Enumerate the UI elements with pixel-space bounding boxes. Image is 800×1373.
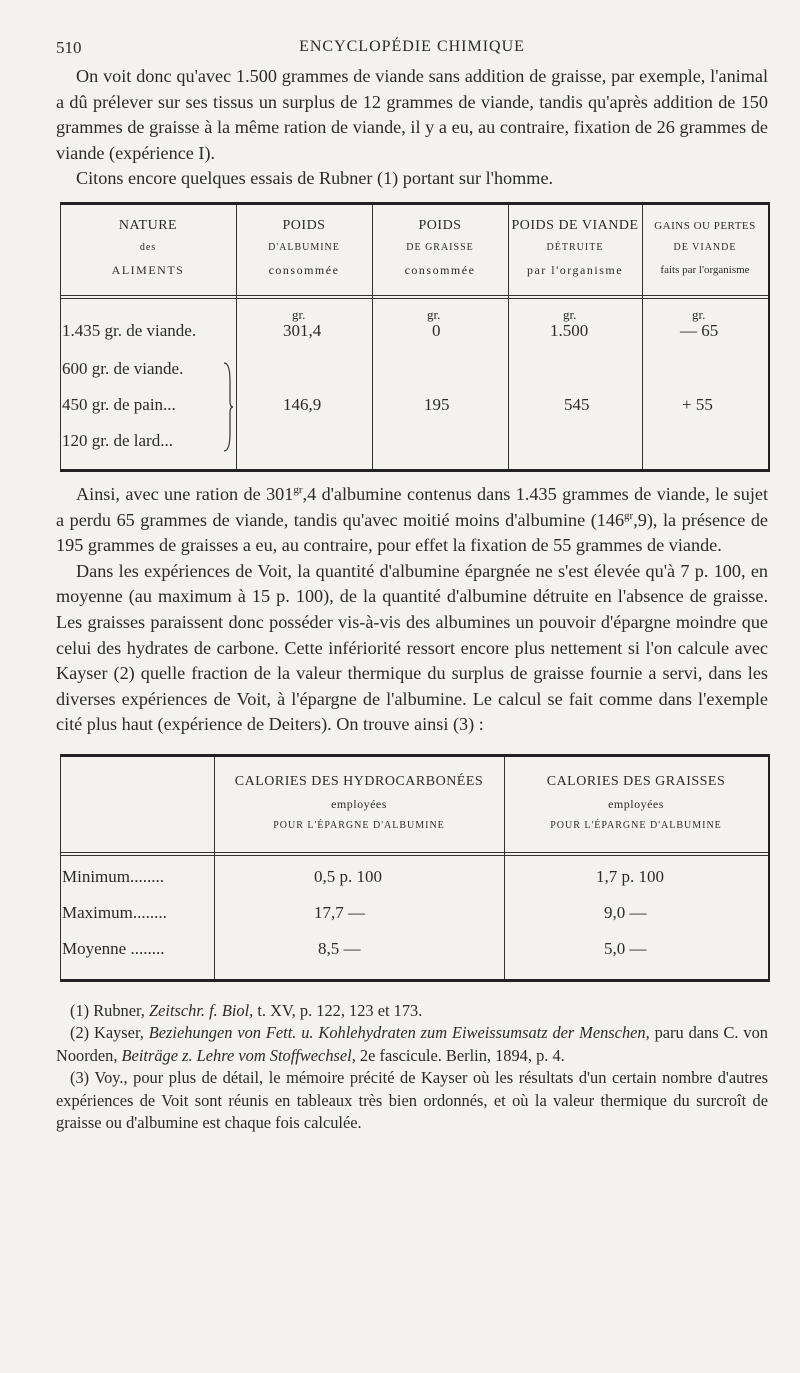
minimum-hydro: 0,5 p. 100 [314, 866, 382, 886]
footnote-2: (2) Kayser, Beziehungen von Fett. u. Kohlehydraten zum Eiweissumsatz der Menschen, paru dans C. von Noorden, Beiträge z. Lehre vom Stoffwechsel, 2e fascicule. Berlin, 1894, p. 4. [56, 1023, 768, 1065]
row2-aliment-1: 600 gr. de viande. [62, 358, 184, 378]
header-albumine: POIDS D'ALBUMINE consommée [268, 217, 340, 277]
footnotes [56, 1000, 768, 1134]
row1-aliment: 1.435 gr. de viande. [62, 320, 197, 340]
header-graisses: CALORIES DES GRAISSES employées POUR L'ÉPARGNE D'ALBUMINE [546, 773, 726, 831]
footnote-3: (3) Voy., pour plus de détail, le mémoire précité de Kayser où les résultats d'un certain nombre d'autres expériences de Voit sont réunis en tableaux très bien ordonnés, et où la valeur thermique du surcroît de graisse ou d'albumine est chaque fois calculée. [56, 1068, 768, 1132]
maximum-graisses: 9,0 — [604, 902, 647, 922]
header-graisse: POIDS DE GRAISSE consommée [404, 217, 476, 277]
unit-label: gr. [692, 306, 706, 322]
header-hydrocarbonees: CALORIES DES HYDROCARBONÉES employées POUR L'ÉPARGNE D'ALBUMINE [234, 773, 484, 831]
minimum-graisses: 1,7 p. 100 [596, 866, 664, 886]
rubner-table [60, 202, 770, 472]
row-label-maximum: Maximum........ [62, 902, 167, 922]
unit-label: gr. [563, 306, 577, 322]
moyenne-hydro: 8,5 — [318, 938, 361, 958]
paragraph-3: Ainsi, avec une ration de $301^{gr},4$ d'albumine contenus dans 1.435 grammes de viande, le sujet a perdu 65 grammes de viande, tandis qu'avec moitié moins d'albumine $(146^{gr},9)$, la présence de 195 grammes de graisses a eu, au contraire, pour effet la fixation de 55 grammes de viande. [56, 483, 768, 556]
unit-label: gr. [292, 306, 306, 322]
row-label-moyenne: Moyenne ........ [62, 938, 165, 958]
brace-icon [222, 361, 234, 453]
row2-aliment-2: 450 gr. de pain... [62, 394, 176, 414]
row2-viande: 545 [564, 394, 590, 414]
row2-albumine: 146,9 [283, 394, 322, 414]
paragraph-4: Dans les expériences de Voit, la quantité d'albumine épargnée ne s'est élevée qu'à 7 p. 100, en moyenne (au maximum à 15 p. 100), de la quantité d'albumine détruite en l'absence de graisse. Les graisses paraissent donc posséder vis-à-vis des albumines un pouvoir d'épargne moindre que celui des hydrates de carbone. Cette infériorité ressort encore plus nettement si l'on calcule avec Kayser (2) quelle fraction de la valeur thermique du surplus de graisse fournie a servi, dans les diverses expériences de Voit, à l'épargne de l'albumine. Le calcul se fait comme dans l'exemple cité plus haut (expérience de Deiters). On trouve ainsi (3) : [56, 560, 768, 735]
row2-aliment-3: 120 gr. de lard... [62, 430, 173, 450]
page-header [56, 38, 768, 64]
row2-gain: + 55 [682, 394, 713, 414]
paragraph-1: On voit donc qu'avec 1.500 grammes de viande sans addition de graisse, par exemple, l'animal a dû prélever sur ses tissus un surplus de 12 grammes de viande, tandis qu'après addition de 150 grammes de graisse à la même ration de viande, il y a eu, au contraire, fixation de 26 grammes de viande (expérience I). [56, 66, 768, 163]
page [56, 38, 768, 1134]
row1-graisse: 0 [432, 320, 441, 340]
row1-viande: 1.500 [550, 320, 589, 340]
header-gains-pertes: GAINS OU PERTES DE VIANDE faits par l'organisme [654, 219, 756, 276]
row2-graisse: 195 [424, 394, 450, 414]
header-nature: NATURE des ALIMENTS [111, 217, 185, 277]
row1-albumine: 301,4 [283, 320, 322, 340]
unit-label: gr. [427, 306, 441, 322]
page-number: 510 [56, 38, 82, 57]
header-viande-detruite: POIDS DE VIANDE DÉTRUITE par l'organisme [511, 217, 639, 277]
row-label-minimum: Minimum........ [62, 866, 165, 886]
running-title: ENCYCLOPÉDIE CHIMIQUE [299, 38, 525, 55]
row1-gain: — 65 [680, 320, 719, 340]
maximum-hydro: 17,7 — [314, 902, 365, 922]
footnote-1: (1) Rubner, Zeitschr. f. Biol, t. XV, p. 122, 123 et 173. [70, 1000, 423, 1020]
paragraph-2: Citons encore quelques essais de Rubner (1) portant sur l'homme. [76, 168, 554, 189]
moyenne-graisses: 5,0 — [604, 938, 647, 958]
calories-table [60, 754, 770, 982]
